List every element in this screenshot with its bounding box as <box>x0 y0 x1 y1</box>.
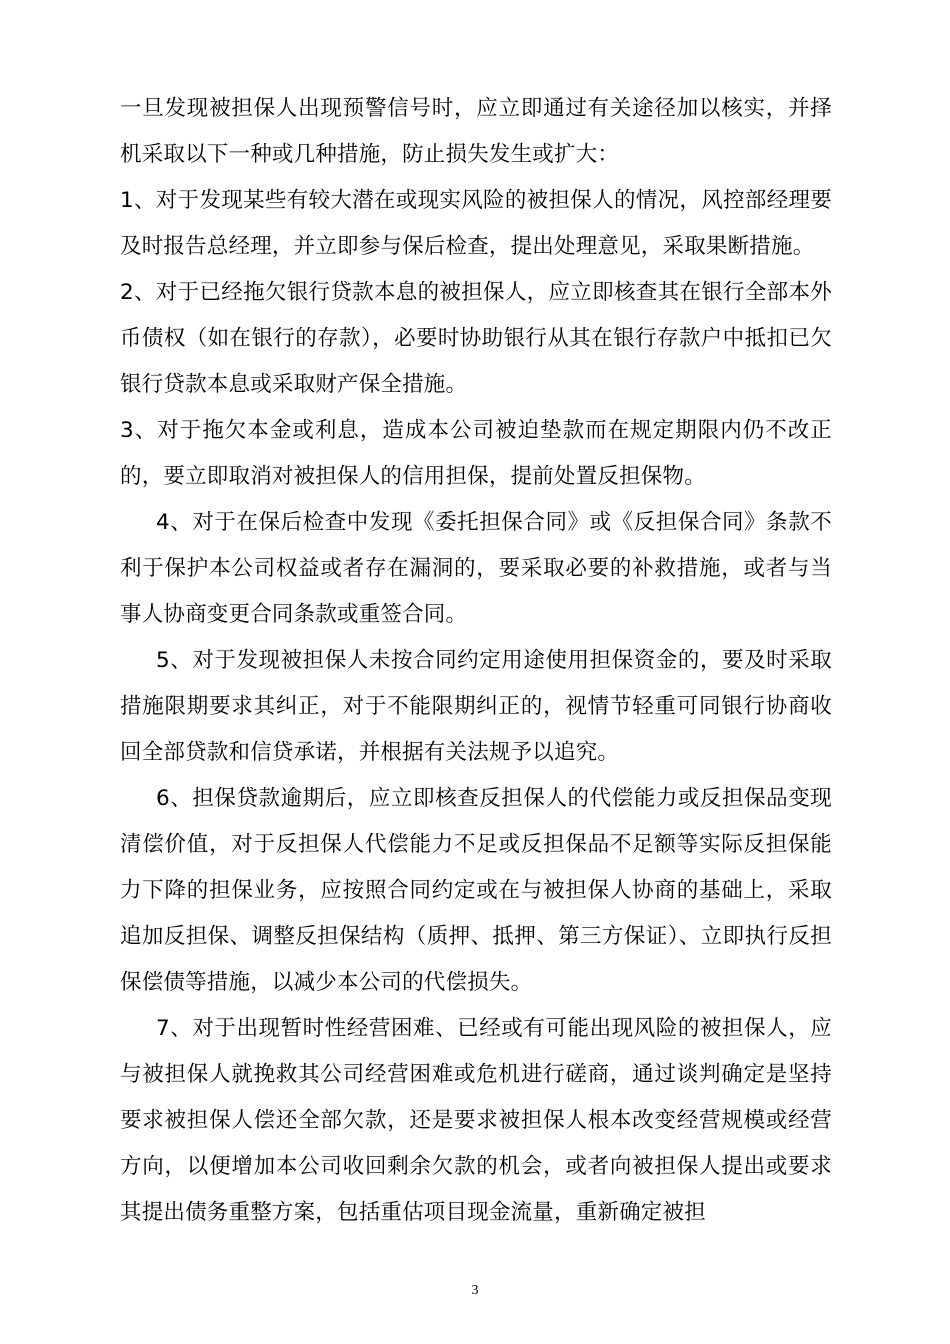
paragraph-item-1: 1、对于发现某些有较大潜在或现实风险的被担保人的情况，风控部经理要及时报告总经理，并立即参与保后检查，提出处理意见，采取果断措施。 <box>120 188 832 259</box>
paragraph-item-2: 2、对于已经拖欠银行贷款本息的被担保人，应立即核查其在银行全部本外币债权（如在银行的存款），必要时协助银行从其在银行存款户中抵扣已欠银行贷款本息或采取财产保全措施。 <box>120 280 832 397</box>
document-body <box>120 86 832 1236</box>
paragraph-item-4: 4、对于在保后检查中发现《委托担保合同》或《反担保合同》条款不利于保护本公司权益或者存在漏洞的，要采取必要的补救措施，或者与当事人协商变更合同条款或重签合同。 <box>120 510 832 627</box>
page-number: 3 <box>471 1283 479 1298</box>
paragraph-item-3: 3、对于拖欠本金或利息，造成本公司被迫垫款而在规定期限内仍不改正的，要立即取消对被担保人的信用担保，提前处置反担保物。 <box>120 418 832 489</box>
paragraph-item-6: 6、担保贷款逾期后，应立即核查反担保人的代偿能力或反担保品变现清偿价值，对于反担保人代偿能力不足或反担保品不足额等实际反担保能力下降的担保业务，应按照合同约定或在与被担保人协商的基础上，采取追加反担保、调整反担保结构（质押、抵押、第三方保证）、立即执行反担保偿债等措施，以减少本公司的代偿损失。 <box>120 786 832 995</box>
paragraph-intro: 一旦发现被担保人出现预警信号时，应立即通过有关途径加以核实，并择机采取以下一种或几种措施，防止损失发生或扩大： <box>120 96 832 167</box>
paragraph-item-5: 5、对于发现被担保人未按合同约定用途使用担保资金的，要及时采取措施限期要求其纠正，对于不能限期纠正的，视情节轻重可同银行协商收回全部贷款和信贷承诺，并根据有关法规予以追究。 <box>120 648 832 765</box>
paragraph-item-7: 7、对于出现暂时性经营困难、已经或有可能出现风险的被担保人，应与被担保人就挽救其公司经营困难或危机进行磋商，通过谈判确定是坚持要求被担保人偿还全部欠款，还是要求被担保人根本改变经营规模或经营方向，以便增加本公司收回剩余欠款的机会，或者向被担保人提出或要求其提出债务重整方案，包括重估项目现金流量，重新确定被担 <box>120 1016 832 1225</box>
